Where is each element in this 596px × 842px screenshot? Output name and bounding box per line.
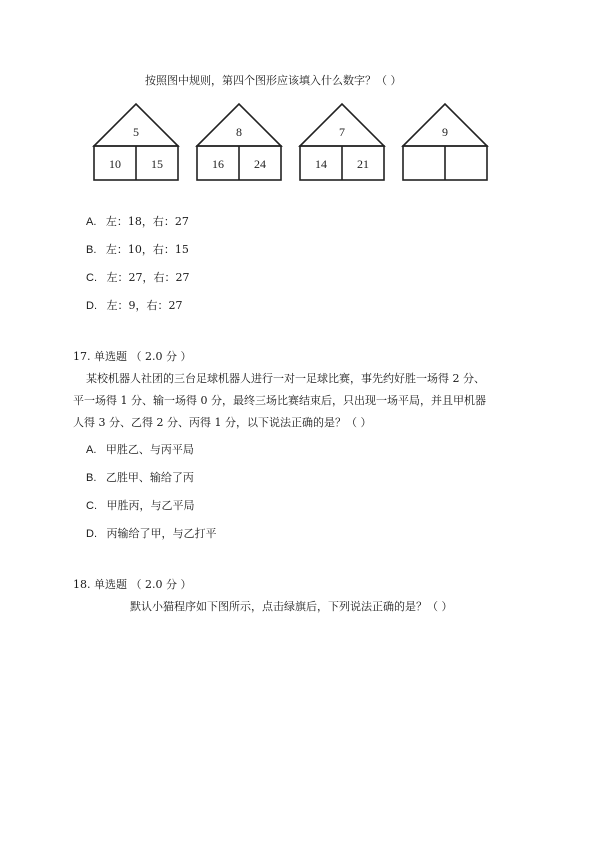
q16-stem: 按照图中规则，第四个图形应该填入什么数字？（ ） (145, 74, 402, 87)
house-left-number: 10 (109, 157, 121, 171)
house-pattern-figure (90, 100, 490, 186)
house-right-number: 15 (151, 157, 163, 171)
option-text: 甲胜乙、与丙平局 (105, 443, 194, 456)
q18-header: 18. 单选题 （ 2.0 分 ） (73, 578, 192, 591)
house-top-number: 9 (442, 125, 448, 139)
option-text: 左：10，右：15 (105, 243, 189, 256)
option-text: 左：18，右：27 (105, 215, 189, 228)
house-top-number: 5 (133, 125, 139, 139)
house-top-number: 8 (236, 125, 242, 139)
q16-option-a[interactable] (86, 213, 189, 229)
option-letter: B. (86, 472, 97, 484)
option-text: 丙输给了甲，与乙打平 (106, 527, 217, 540)
house-left-number: 16 (212, 157, 224, 171)
q17-stem-line-3: 人得 3 分、乙得 2 分、丙得 1 分，以下说法正确的是？（ ） (73, 416, 372, 429)
option-letter: C. (86, 272, 97, 284)
q17-option-b[interactable] (86, 469, 194, 485)
q17-option-d[interactable] (86, 525, 217, 541)
option-text: 乙胜甲、输给了丙 (105, 471, 194, 484)
option-text: 左：9，右：27 (106, 299, 183, 312)
house-top-number: 7 (339, 125, 345, 139)
option-text: 左：27，右：27 (106, 271, 190, 284)
house-1 (94, 104, 178, 180)
option-letter: A. (86, 444, 97, 456)
q17-option-a[interactable] (86, 441, 194, 457)
house-4 (403, 104, 487, 180)
house-3 (300, 104, 384, 180)
option-letter: D. (86, 300, 97, 312)
q17-stem-line-2: 平一场得 1 分、输一场得 0 分，最终三场比赛结束后，只出现一场平局，并且甲机器 (73, 394, 486, 407)
option-letter: D. (86, 528, 97, 540)
q17-header: 17. 单选题 （ 2.0 分 ） (73, 350, 192, 363)
q16-option-b[interactable] (86, 241, 189, 257)
house-2 (197, 104, 281, 180)
house-left-number: 14 (315, 157, 327, 171)
option-letter: C. (86, 500, 97, 512)
house-right-number: 21 (357, 157, 369, 171)
q16-option-c[interactable] (86, 269, 190, 285)
option-text: 甲胜丙，与乙平局 (106, 499, 195, 512)
q17-stem-line-1: 某校机器人社团的三台足球机器人进行一对一足球比赛，事先约好胜一场得 2 分、 (86, 372, 485, 385)
option-letter: A. (86, 216, 97, 228)
option-letter: B. (86, 244, 97, 256)
q18-stem: 默认小猫程序如下图所示，点击绿旗后，下列说法正确的是？（ ） (130, 600, 453, 613)
house-right-number: 24 (254, 157, 266, 171)
q16-option-d[interactable] (86, 297, 183, 313)
q17-option-c[interactable] (86, 497, 195, 513)
